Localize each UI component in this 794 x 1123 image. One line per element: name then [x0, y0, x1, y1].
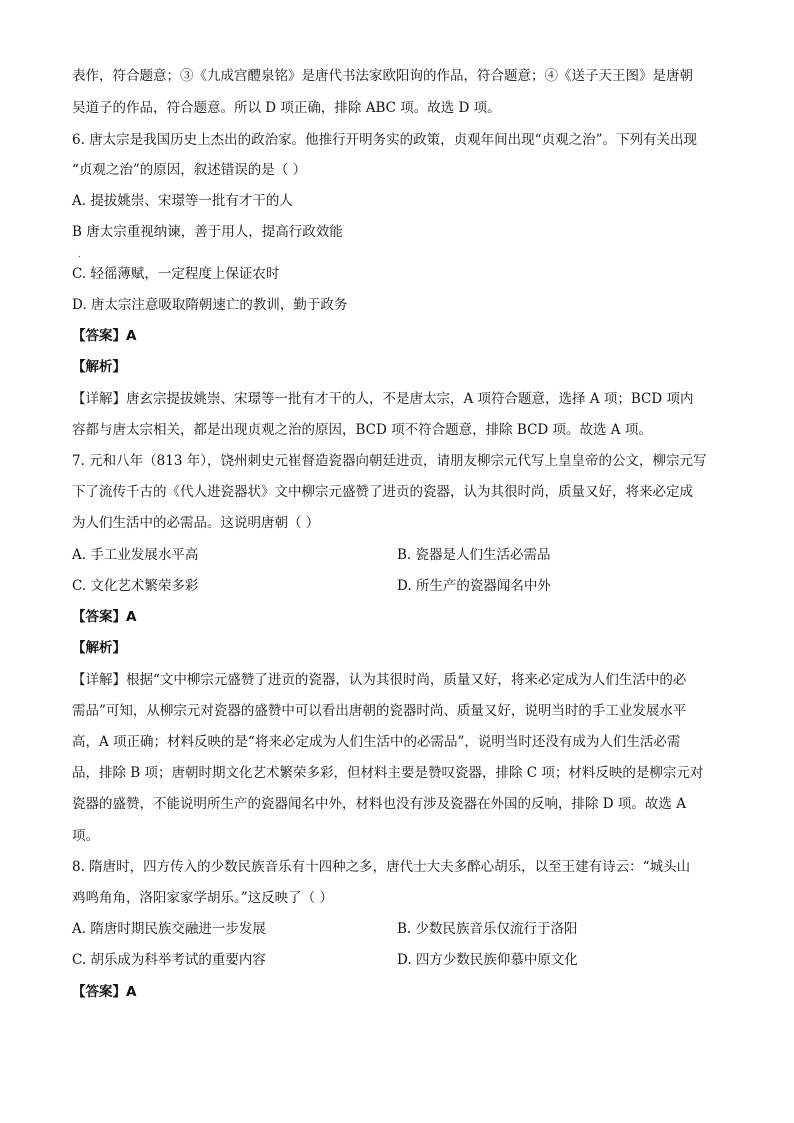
- q6-detail-line-2: 容都与唐太宗相关，都是出现贞观之治的原因，BCD 项不符合题意，排除 BCD 项。故选 A 项。: [72, 422, 652, 438]
- q7-stem-line-3: 为人们生活中的必需品。这说明唐朝（ ）: [72, 515, 320, 531]
- q5-explanation-line-2: 吴道子的作品，符合题意。所以 D 项正确，排除 ABC 项。故选 D 项。: [72, 100, 501, 116]
- q8-answer-label: 【答案】A: [72, 984, 137, 1000]
- q7-option-a: A. 手工业发展水平高: [72, 547, 199, 563]
- q6-option-c: C. 轻徭薄赋，一定程度上保证农时: [72, 266, 280, 282]
- q8-option-c: C. 胡乐成为科举考试的重要内容: [72, 952, 266, 968]
- q6-option-b: B 唐太宗重视纳谏，善于用人，提高行政效能: [72, 224, 343, 240]
- q7-detail-line-5: 瓷器的盛赞，不能说明所生产的瓷器闻名中外，材料也没有涉及瓷器在外国的反响，排除 D 项。故选 A: [72, 796, 686, 812]
- q8-option-a: A. 隋唐时期民族交融进一步发展: [72, 921, 266, 937]
- q6-answer-label: 【答案】A: [72, 328, 137, 344]
- q7-detail-line-2: 需品”可知，从柳宗元对瓷器的盛赞中可以看出唐朝的瓷器时尚、质量又好，说明当时的手工业发展水平: [72, 703, 687, 719]
- q5-explanation-line-1: 表作，符合题意；③《九成宫醴泉铭》是唐代书法家欧阳询的作品，符合题意；④《送子天王图》是唐朝: [72, 68, 693, 84]
- q7-option-d: D. 所生产的瓷器闻名中外: [397, 578, 551, 594]
- q6-stem-line-2: “贞观之治”的原因，叙述错误的是（ ）: [72, 162, 307, 178]
- q7-detail-line-6: 项。: [72, 828, 99, 844]
- q7-detail-line-1: 【详解】根据“文中柳宗元盛赞了进贡的瓷器，认为其很时尚，质量又好，将来必定成为人们生活中的必: [72, 672, 687, 688]
- q8-option-d: D. 四方少数民族仰慕中原文化: [397, 952, 578, 968]
- q6-analysis-label: 【解析】: [72, 359, 126, 375]
- stray-mark: .: [78, 250, 81, 260]
- q7-stem-line-1: 7. 元和八年（813 年），饶州刺史元崔督造瓷器向朝廷进贡，请朋友柳宗元代写上皇皇帝的公文，柳宗元写: [72, 453, 707, 469]
- q7-analysis-label: 【解析】: [72, 640, 126, 656]
- q6-option-a: A. 提拔姚崇、宋璟等一批有才干的人: [72, 193, 293, 209]
- q8-option-b: B. 少数民族音乐仅流行于洛阳: [397, 921, 578, 937]
- q7-detail-line-3: 高，A 项正确；材料反映的是“将来必定成为人们生活中的必需品”，说明当时还没有成为人们生活必需: [72, 734, 681, 750]
- q7-answer-label: 【答案】A: [72, 609, 137, 625]
- q8-stem-line-2: 鸡鸣角角，洛阳家家学胡乐。”这反映了（ ）: [72, 890, 333, 906]
- q8-stem-line-1: 8. 隋唐时，四方传入的少数民族音乐有十四种之多，唐代士大夫多醉心胡乐，以至王建有诗云：“城头山: [72, 859, 691, 875]
- q6-option-d: D. 唐太宗注意吸取隋朝速亡的教训，勤于政务: [72, 297, 348, 313]
- q7-stem-line-2: 下了流传千古的《代人进瓷器状》文中柳宗元盛赞了进贡的瓷器，认为其很时尚，质量又好，将来必定成: [72, 484, 693, 500]
- q7-option-b: B. 瓷器是人们生活必需品: [397, 547, 551, 563]
- q7-option-c: C. 文化艺术繁荣多彩: [72, 578, 199, 594]
- q6-detail-line-1: 【详解】唐玄宗提拔姚崇、宋璟等一批有才干的人，不是唐太宗，A 项符合题意，选择 A 项；BCD 项内: [72, 391, 694, 407]
- q7-detail-line-4: 品，排除 B 项；唐朝时期文化艺术繁荣多彩，但材料主要是赞叹瓷器，排除 C 项；材料反映的是柳宗元对: [72, 765, 704, 781]
- q6-stem-line-1: 6. 唐太宗是我国历史上杰出的政治家。他推行开明务实的政策，贞观年间出现“贞观之治”。下列有关出现: [72, 132, 697, 148]
